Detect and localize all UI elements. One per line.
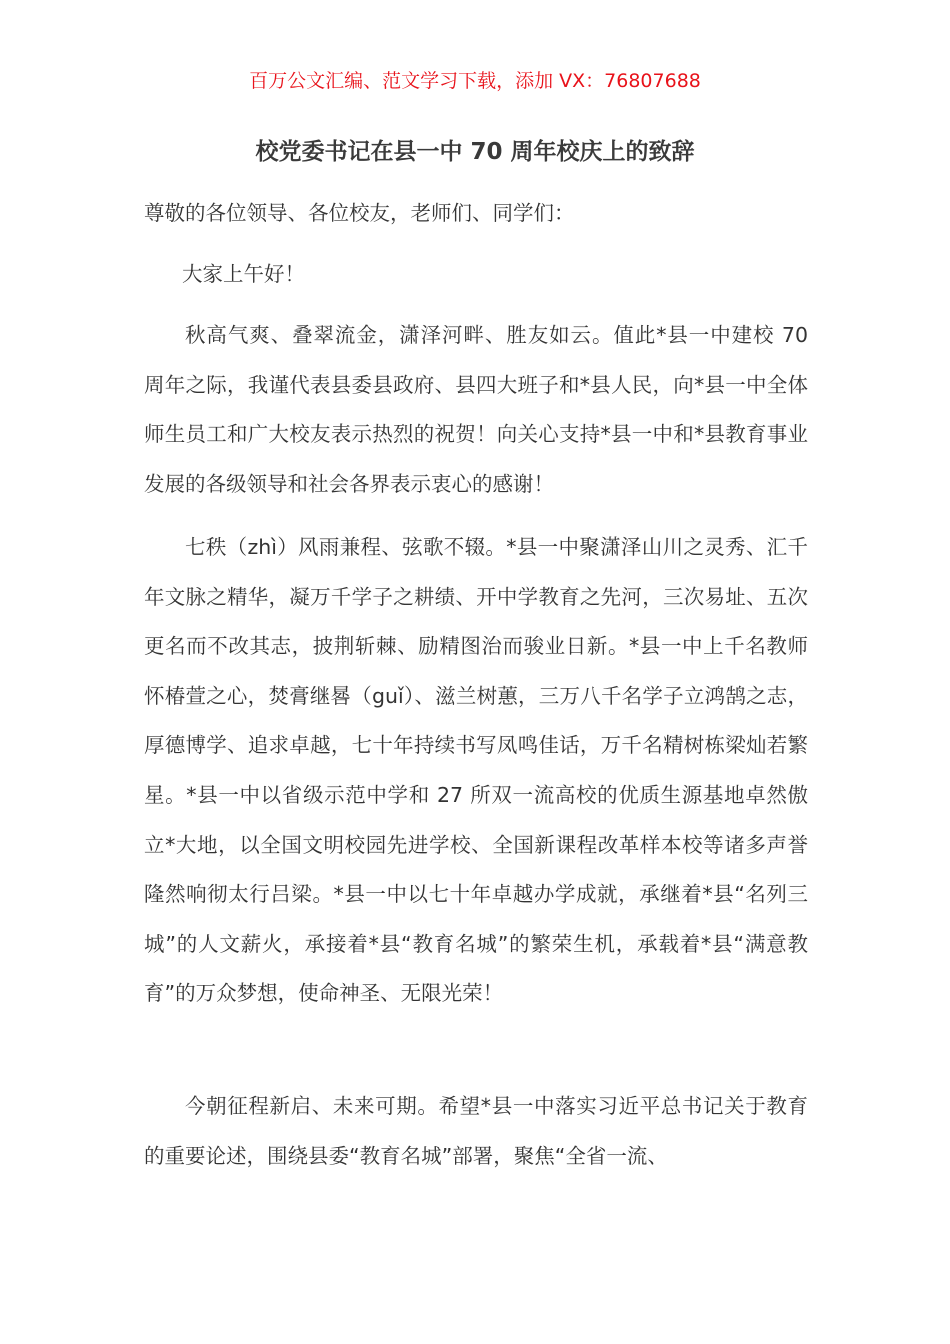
salutation: 尊敬的各位领导、各位校友，老师们、同学们：: [144, 201, 575, 225]
header-ad-banner: 百万公文汇编、范文学习下载，添加 VX：76807688: [249, 70, 701, 92]
greeting: 大家上午好！: [182, 262, 305, 286]
paragraph: 今朝征程新启、未来可期。希望*县一中落实习近平总书记关于教育的重要论述，围绕县委“教育名城”部署，聚焦“全省一流、: [144, 1094, 808, 1168]
document-title: 校党委书记在县一中 70 周年校庆上的致辞: [255, 139, 695, 165]
paragraph-1-container: [144, 311, 808, 509]
paragraph-3-container: [144, 1082, 808, 1181]
paragraph-2-container: [144, 523, 808, 1019]
paragraph: 秋高气爽、叠翠流金，潇泽河畔、胜友如云。值此*县一中建校 70 周年之际，我谨代表县委县政府、县四大班子和*县人民，向*县一中全体师生员工和广大校友表示热烈的祝贺！向关心支持*县一中和*县教育事业发展的各级领导和社会各界表示衷心的感谢！: [144, 323, 808, 496]
paragraph: 七秩（zhì）风雨兼程、弦歌不辍。*县一中聚潇泽山川之灵秀、汇千年文脉之精华，凝万千学子之耕绩、开中学教育之先河，三次易址、五次更名而不改其志，披荆斩棘、励精图治而骏业日新。*县一中上千名教师怀椿萱之心，焚膏继晷（guǐ）、滋兰树蕙，三万八千名学子立鸿鹄之志，厚德博学、追求卓越，七十年持续书写凤鸣佳话，万千名精树栋梁灿若繁星。*县一中以省级示范中学和 27 所双一流高校的优质生源基地卓然傲立*大地，以全国文明校园先进学校、全国新课程改革样本校等诸多声誉隆然响彻太行吕梁。*县一中以七十年卓越办学成就，承继着*县“名列三城”的人文薪火，承接着*县“教育名城”的繁荣生机，承载着*县“满意教育”的万众梦想，使命神圣、无限光荣！: [144, 535, 808, 1006]
